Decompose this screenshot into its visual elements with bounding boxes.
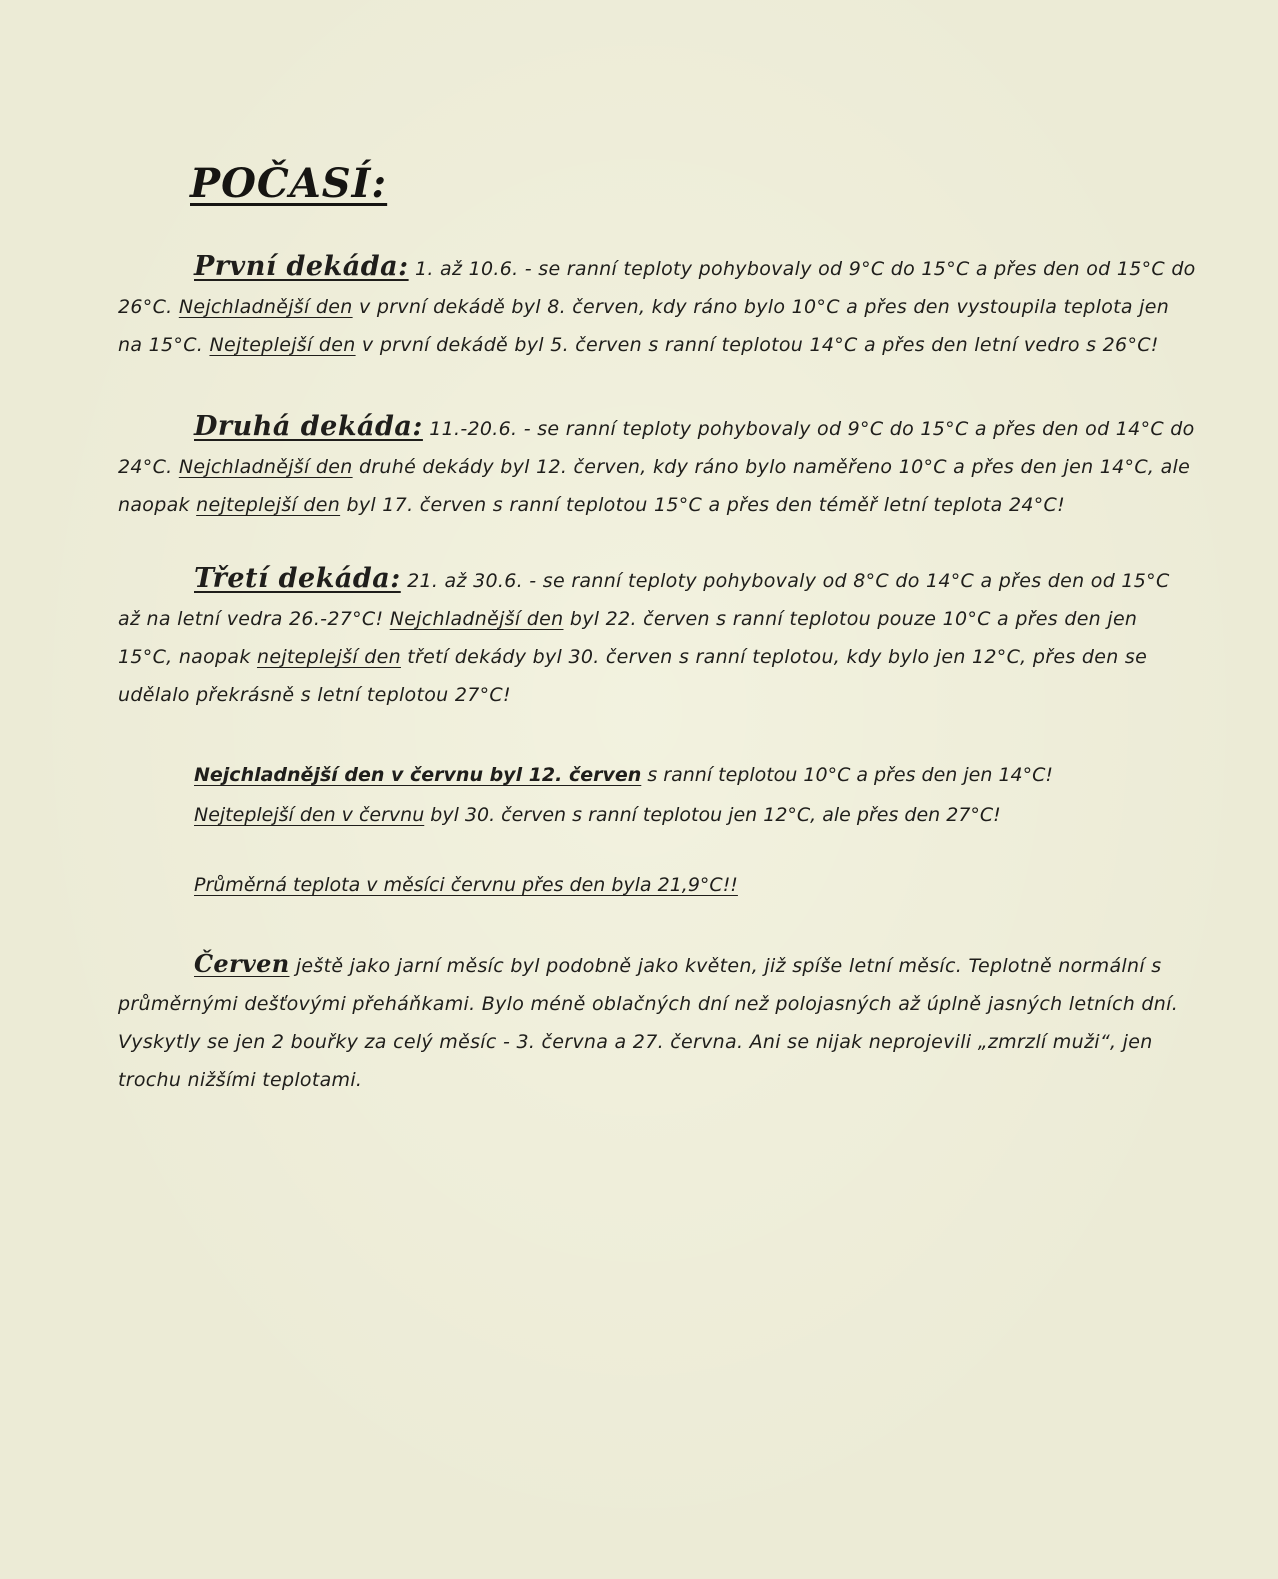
second-decade-warmest-label: nejteplejší den <box>196 494 341 516</box>
paragraph-first-decade <box>118 248 1198 364</box>
first-decade-warmest-label: Nejteplejší den <box>209 334 356 356</box>
third-decade-coldest-label: Nejchladnější den <box>389 608 564 630</box>
summary-average-line <box>194 866 1194 904</box>
closing-lead-word: Červen <box>194 949 290 978</box>
second-decade-text-3: byl 17. červen s ranní teplotou 15°C a přes den téměř letní teplota 24°C! <box>340 494 1066 516</box>
summary-coldest-line <box>194 756 1194 794</box>
first-decade-text-1: 1. až 10.6. - se ranní teploty pohybovaly od 9°C do 15°C a přes den od 15°C do 26°C. <box>118 258 1196 318</box>
first-decade-coldest-label: Nejchladnější den <box>178 296 353 318</box>
first-decade-heading: První dekáda: <box>194 251 409 282</box>
summary-coldest-rest: s ranní teplotou 10°C a přes den jen 14°C! <box>641 764 1053 786</box>
second-decade-coldest-label: Nejchladnější den <box>178 456 353 478</box>
paragraph-third-decade <box>118 560 1198 714</box>
paragraph-closing <box>118 945 1198 1099</box>
second-decade-text-2: druhé dekády byl 12. červen, kdy ráno bylo naměřeno 10°C a přes den jen 14°C, ale naopak <box>118 456 1191 516</box>
first-decade-text-2: v první dekádě byl 8. červen, kdy ráno bylo 10°C a přes den vystoupila teplota jen na 15°C. <box>118 296 1170 356</box>
third-decade-text-2: byl 22. červen s ranní teplotou pouze 10°C a přes den jen 15°C, naopak <box>118 608 1138 668</box>
third-decade-text-1: 21. až 30.6. - se ranní teploty pohybovaly od 8°C do 14°C a přes den od 15°C až na letní vedra 26.-27°C! <box>118 570 1170 630</box>
third-decade-warmest-label: nejteplejší den <box>256 646 401 668</box>
paragraph-second-decade <box>118 408 1198 524</box>
second-decade-text-1: 11.-20.6. - se ranní teploty pohybovaly od 9°C do 15°C a přes den od 14°C do 24°C. <box>118 418 1195 478</box>
third-decade-heading: Třetí dekáda: <box>194 563 401 594</box>
second-decade-heading: Druhá dekáda: <box>194 411 423 442</box>
closing-text: ještě jako jarní měsíc byl podobně jako květen, již spíše letní měsíc. Teplotně normální s průměrnými dešťovými přeháňkami. Bylo méně oblačných dní než polojasných až úplně jasných letních dní. Vyskytly se jen 2 bouřky za celý měsíc - 3. června a 27. června. Ani se nijak neprojevili „zmrzlí muži“, jen trochu nižšími teplotami. <box>118 955 1179 1091</box>
page-title: POČASÍ: <box>190 160 388 207</box>
summary-average: Průměrná teplota v měsíci červnu přes den byla 21,9°C!! <box>194 874 738 896</box>
summary-warmest-rest: byl 30. červen s ranní teplotou jen 12°C, ale přes den 27°C! <box>424 804 1001 826</box>
first-decade-text-3: v první dekádě byl 5. červen s ranní teplotou 14°C a přes den letní vedro s 26°C! <box>355 334 1159 356</box>
summary-warmest-line <box>194 796 1194 834</box>
summary-coldest-label: Nejchladnější den v červnu byl 12. červen <box>194 764 642 786</box>
summary-warmest-label: Nejteplejší den v červnu <box>194 804 425 826</box>
third-decade-text-3: třetí dekády byl 30. červen s ranní teplotou, kdy bylo jen 12°C, přes den se udělalo překrásně s letní teplotou 27°C! <box>118 646 1148 706</box>
